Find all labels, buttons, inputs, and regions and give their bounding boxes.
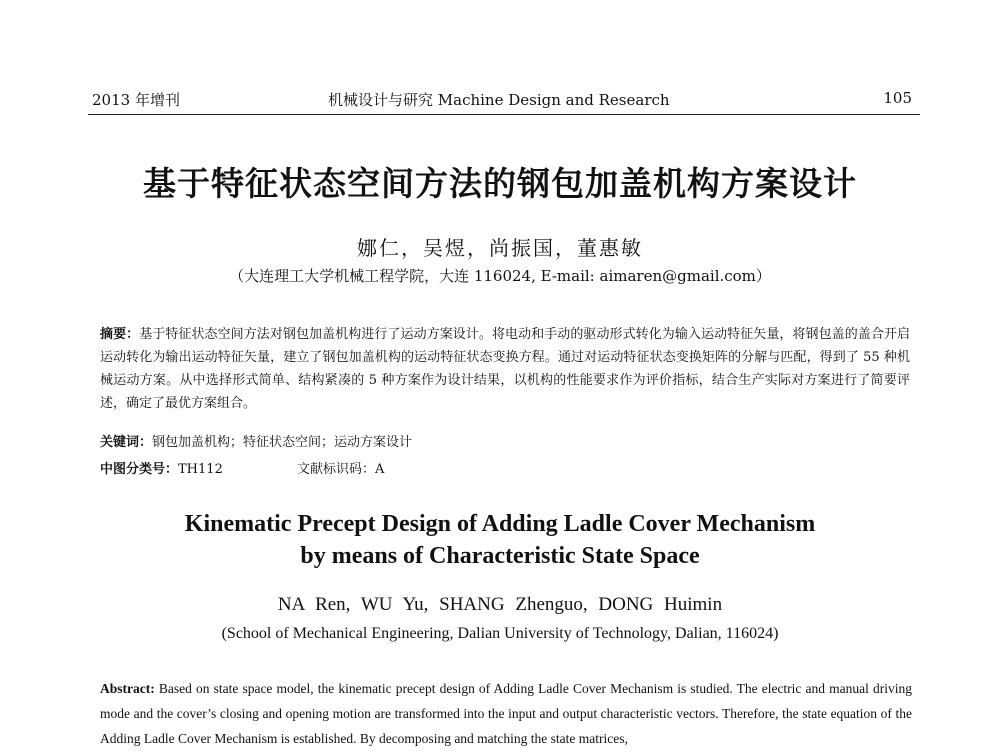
paper-title-en-line1: Kinematic Precept Design of Adding Ladle Cover Mechanism (184, 511, 816, 537)
paper-title-cn: 基于特征状态空间方法的钢包加盖机构方案设计 (143, 164, 857, 203)
journal-issue: 2013 年增刊 (92, 91, 180, 109)
doc-code-value: A (375, 462, 385, 477)
classification-line (100, 458, 910, 477)
abstract-cn-text: 基于特征状态空间方法对钢包加盖机构进行了运动方案设计。将电动和手动的驱动形式转化为输入运动特征矢量，将钢包盖的盖合开启运动转化为输出运动特征矢量，建立了钢包加盖机构的运动特征状态变换方程。通过对运动特征状态变换矩阵的分解与匹配，得到了 55 种机械运动方案。从中选择形式简单、结构紧凑的 5 种方案作为设计结果，以机构的性能要求作为评价指标，结合生产实际对方案进行了简要评述，确定了最优方案组合。 (100, 327, 910, 411)
paper-title-en (0, 508, 1000, 572)
abstract-cn (100, 323, 910, 415)
running-header (88, 86, 920, 115)
abstract-en-label: Abstract: (100, 681, 155, 696)
authors-cn: 娜仁，吴煜，尚振国，董惠敏 (357, 236, 643, 260)
doc-code-label: 文献标识码： (296, 462, 375, 477)
keywords-cn-text: 钢包加盖机构；特征状态空间；运动方案设计 (152, 435, 413, 450)
paper-title-en-line2: by means of Characteristic State Space (300, 543, 700, 569)
journal-name: 机械设计与研究 Machine Design and Research (328, 91, 670, 109)
authors-en: NA Ren, WU Yu, SHANG Zhenguo, DONG Huimin (277, 594, 723, 615)
clc-label: 中图分类号： (100, 462, 179, 477)
affiliation-cn: （大连理工大学机械工程学院，大连 116024, E-mail: aimaren@gmail.com） (229, 267, 771, 285)
abstract-en-text: Based on state space model, the kinematic precept design of Adding Ladle Cover Mechanism is studied. The electric and manual driving mode and the cover’s closing and opening motion are transformed into the input and output characteristic vectors. Therefore, the state equation of the Adding Ladle Cover Mechanism is established. By decomposing and matching the state matrices, (100, 681, 912, 746)
page-number: 105 (883, 89, 912, 107)
keywords-cn-label: 关键词： (100, 435, 153, 450)
keywords-cn (100, 431, 910, 450)
abstract-cn-label: 摘要： (100, 327, 140, 342)
abstract-en (100, 676, 912, 751)
affiliation-en: (School of Mechanical Engineering, Dalian University of Technology, Dalian, 116024) (221, 625, 779, 642)
clc-value: TH112 (178, 462, 223, 477)
